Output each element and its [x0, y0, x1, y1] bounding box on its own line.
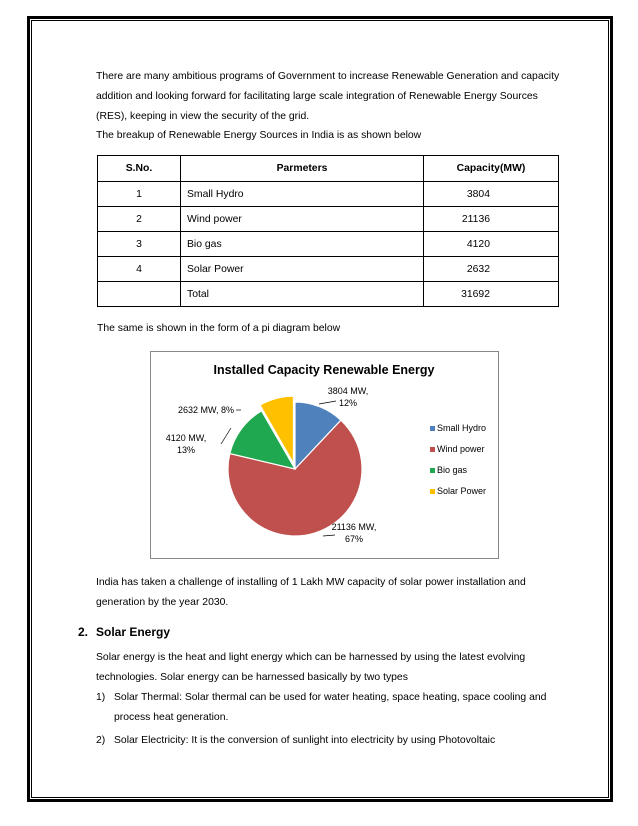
header-parameters: Parmeters — [181, 156, 424, 182]
solar-line-1: Solar energy is the heat and light energy which can be harnessed by using the latest evolving — [96, 652, 526, 663]
intro-paragraph — [96, 67, 562, 127]
cell-sno — [98, 282, 181, 307]
leader-line — [323, 535, 335, 536]
header-sno: S.No. — [98, 156, 181, 182]
intro-line-3: (RES), keeping in view the security of the grid. — [96, 111, 310, 122]
solar-line-2: technologies. Solar energy can be harnessed basically by two types — [96, 672, 408, 683]
legend-label: Wind power — [437, 444, 485, 454]
section-heading — [78, 625, 170, 639]
capacity-table — [97, 155, 559, 307]
cell-sno: 1 — [98, 182, 181, 207]
table-row — [98, 207, 559, 232]
list-item-1-text — [114, 688, 562, 728]
cell-sno: 4 — [98, 257, 181, 282]
list-item-1 — [96, 688, 562, 728]
cell-parameter: Bio gas — [181, 232, 424, 257]
header-capacity: Capacity(MW) — [424, 156, 559, 182]
breakup-text: The breakup of Renewable Energy Sources in India is as shown below — [96, 130, 422, 141]
leader-line — [319, 401, 336, 404]
cell-capacity: 2632 — [424, 257, 559, 282]
intro-line-1: There are many ambitious programs of Government to increase Renewable Generation and capacity — [96, 71, 560, 82]
intro-line-2: addition and looking forward for facilitating large scale integration of Renewable Energy Sources — [96, 91, 538, 102]
pie-intro-text: The same is shown in the form of a pi diagram below — [97, 323, 341, 334]
list-item-1-line-1: Solar Thermal: Solar thermal can be used for water heating, space heating, space cooling and — [114, 692, 547, 703]
list-item-1-line-2: process heat generation. — [114, 712, 229, 723]
cell-sno: 2 — [98, 207, 181, 232]
section-number: 2. — [78, 625, 89, 639]
leader-line — [221, 428, 231, 444]
legend-label: Solar Power — [437, 486, 487, 496]
legend-swatch — [430, 489, 435, 494]
cell-capacity: 31692 — [424, 282, 559, 307]
chart-title: Installed Capacity Renewable Energy — [213, 363, 435, 377]
list-item-2-line-1: Solar Electricity: It is the conversion of sunlight into electricity by using Photovoltaic — [114, 735, 496, 746]
pie-chart — [151, 352, 498, 558]
pie-chart-area — [150, 351, 499, 559]
cell-parameter: Small Hydro — [181, 182, 424, 207]
data-label-bio-gas: 4120 MW, 13% — [165, 433, 207, 455]
list-item-1-number: 1) — [96, 692, 106, 703]
legend-swatch — [430, 447, 435, 452]
data-label-solar-power: 2632 MW, 8% — [178, 405, 235, 415]
list-item-2 — [96, 731, 562, 751]
cell-parameter: Wind power — [181, 207, 424, 232]
data-label-small-hydro: 3804 MW, 12% — [327, 386, 369, 408]
after-chart-line-1: India has taken a challenge of installing of 1 Lakh MW capacity of solar power installation and — [96, 577, 526, 588]
table-row — [98, 257, 559, 282]
after-chart-paragraph — [96, 573, 562, 613]
cell-sno: 3 — [98, 232, 181, 257]
cell-capacity: 3804 — [424, 182, 559, 207]
table-row-total — [98, 282, 559, 307]
legend-swatch — [430, 426, 435, 431]
cell-capacity: 21136 — [424, 207, 559, 232]
cell-parameter: Solar Power — [181, 257, 424, 282]
section-title: Solar Energy — [96, 625, 171, 639]
cell-parameter: Total — [181, 282, 424, 307]
after-chart-line-2: generation by the year 2030. — [96, 597, 229, 608]
table-row — [98, 232, 559, 257]
data-label-wind-power: 21136 MW, 67% — [331, 522, 377, 544]
table-header-row — [98, 156, 559, 182]
legend-label: Small Hydro — [437, 423, 487, 433]
legend-swatch — [430, 468, 435, 473]
cell-capacity: 4120 — [424, 232, 559, 257]
legend-label: Bio gas — [437, 465, 468, 475]
table-row — [98, 182, 559, 207]
solar-paragraph — [96, 648, 562, 688]
list-item-2-number: 2) — [96, 735, 106, 746]
